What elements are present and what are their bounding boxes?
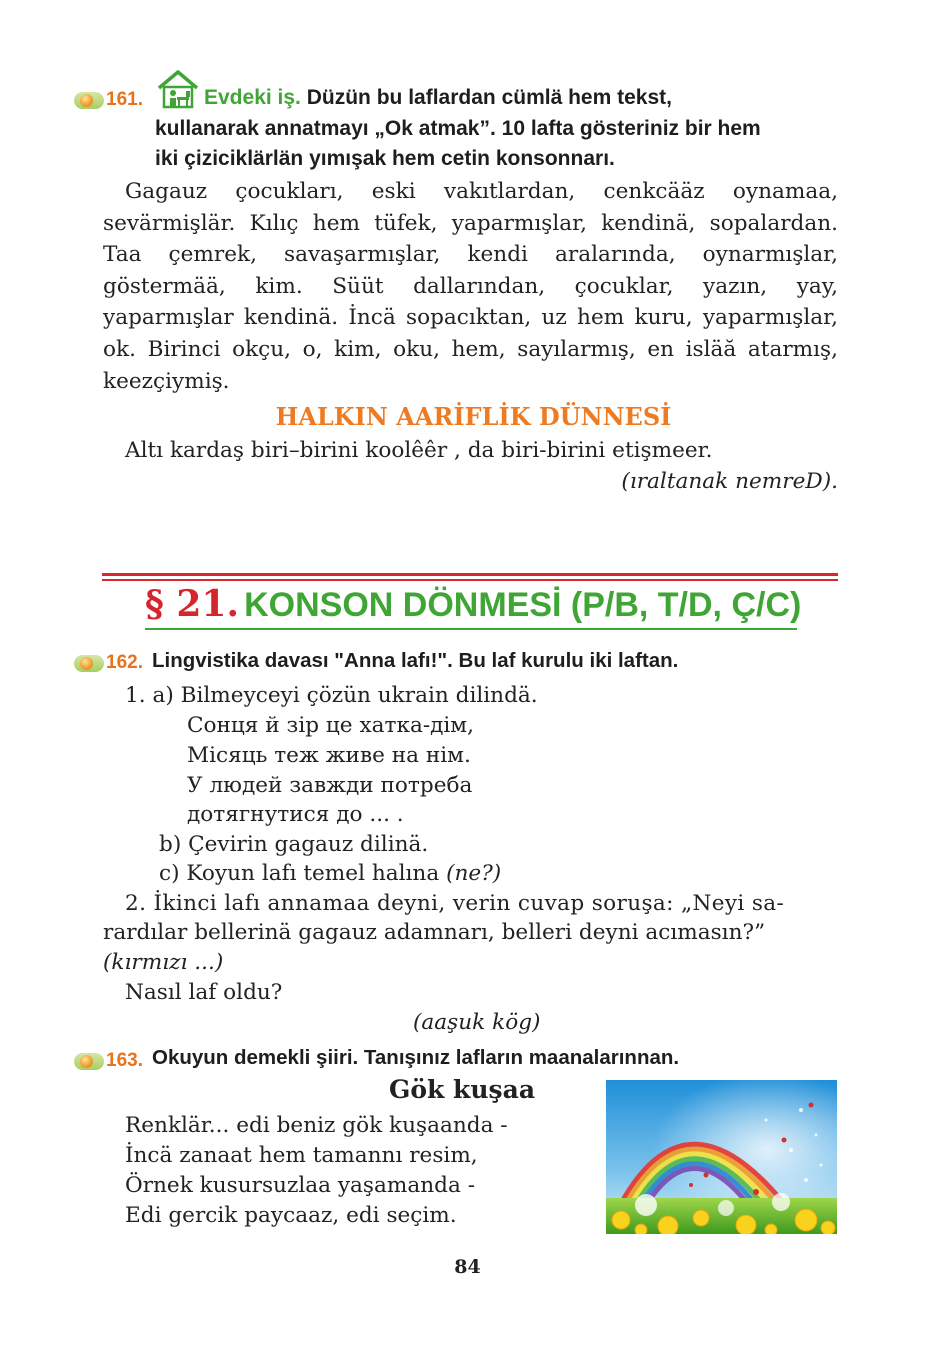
instruction-line: iki çiziciklärlän yımışak hem cetin konsonnarı. [155, 147, 615, 170]
poem-line: дотягнутися до ... . [187, 802, 404, 827]
exercise-number: 161. [106, 89, 143, 110]
rainbow-meadow-illustration [606, 1080, 837, 1234]
task-2-answer: (aaşuk kög) [413, 1010, 541, 1035]
section-number: § 21. [145, 583, 239, 625]
task-2-line: 2. İkinci lafı annamaa deyni, verin cuvap soruşa: „Neyi sa- [125, 891, 785, 916]
poem-line: Örnek kusursuzlaa yaşamanda - [125, 1173, 475, 1198]
exercise-number: 163. [106, 1050, 143, 1071]
home-desk-icon [156, 69, 200, 109]
homework-label: Evdeki iş. [204, 86, 301, 109]
instruction-line: Düzün bu laflardan cümlä hem tekst, [306, 86, 672, 109]
exercise-163-instruction: Okuyun demekli şiiri. Tanışınız lafların maanalarınnan. [152, 1046, 680, 1069]
poem-line: Edi gercik paycaaz, edi seçim. [125, 1203, 457, 1228]
poem-line: У людей завжди потреба [187, 773, 473, 798]
section-title [145, 583, 801, 625]
poem-line: İncä zanaat hem tamannı resim, [125, 1143, 478, 1168]
exercise-163-marker [74, 1050, 143, 1072]
instruction-line: kullanarak annatmayı „Ok atmak”. 10 lafta gösteriniz bir hem [155, 117, 761, 140]
task-2-question: Nasıl laf oldu? [125, 980, 283, 1005]
exercise-161-instruction [204, 83, 672, 113]
exercise-161-marker [74, 89, 143, 111]
task-2-hint: (kırmızı ...) [103, 950, 224, 975]
poem-line: Renklär... edi beniz gök kuşaanda - [125, 1113, 508, 1138]
exercise-162-marker [74, 652, 143, 674]
poem-line: Сонця й зір це хатка-дім, [187, 713, 474, 738]
bullet-icon [74, 92, 104, 109]
exercise-number: 162. [106, 652, 143, 673]
task-1c-hint: (ne?) [446, 861, 502, 886]
task-1b: b) Çevirin gagauz dilinä. [159, 832, 429, 857]
exercise-162-instruction: Lingvistika davası "Anna lafı!". Bu laf kurulu iki laftan. [152, 649, 679, 672]
section-underline [145, 628, 797, 630]
page-number: 84 [454, 1256, 481, 1278]
task-1c-text: c) Koyun lafı temel halına [159, 861, 447, 886]
task-1a: 1. a) Bilmeyceyi çözün ukrain dilindä. [125, 683, 538, 708]
task-2-line: rardılar bellerinä gagauz adamnarı, belleri deyni acımasın?” [103, 920, 766, 945]
task-1c [159, 861, 501, 886]
bullet-icon [74, 1053, 104, 1070]
poem-title: Gök kuşaa [389, 1075, 536, 1104]
riddle-heading: HALKIN AARİFLİK DÜNNESİ [275, 402, 672, 431]
section-divider-bottom [102, 579, 838, 581]
exercise-161-text: Gagauz çocukları, eski vakıtlardan, cenkcääz oynamaa, sevärmişlär. Kılıç hem tüfek, yaparmışlar, kendinä, sopalardan. Taa çemrek, savaşarmışlar, kendi aralarında, oynarmışlar, göstermää, kim. Süüt dallarından, çocuklar, yazın, yay, yaparmışlar kendinä. İncä sopacıktan, uz hem kuru, yaparmışlar, ok. Birinci okçu, o, kim, oku, hem, sayılarmış, en isläă atarmış, keezçiymiş. [103, 179, 838, 394]
riddle-text: Altı kardaş biri–birini koolêêr , da biri-birini etişmeer. [125, 438, 713, 463]
poem-line: Місяць теж живе на нім. [187, 743, 471, 768]
section-name: KONSON DÖNMESİ (P/B, T/D, Ç/C) [244, 586, 802, 624]
bullet-icon [74, 655, 104, 672]
riddle-answer: (ıraltanak nemreD). [621, 469, 838, 494]
section-divider-top [102, 573, 838, 576]
